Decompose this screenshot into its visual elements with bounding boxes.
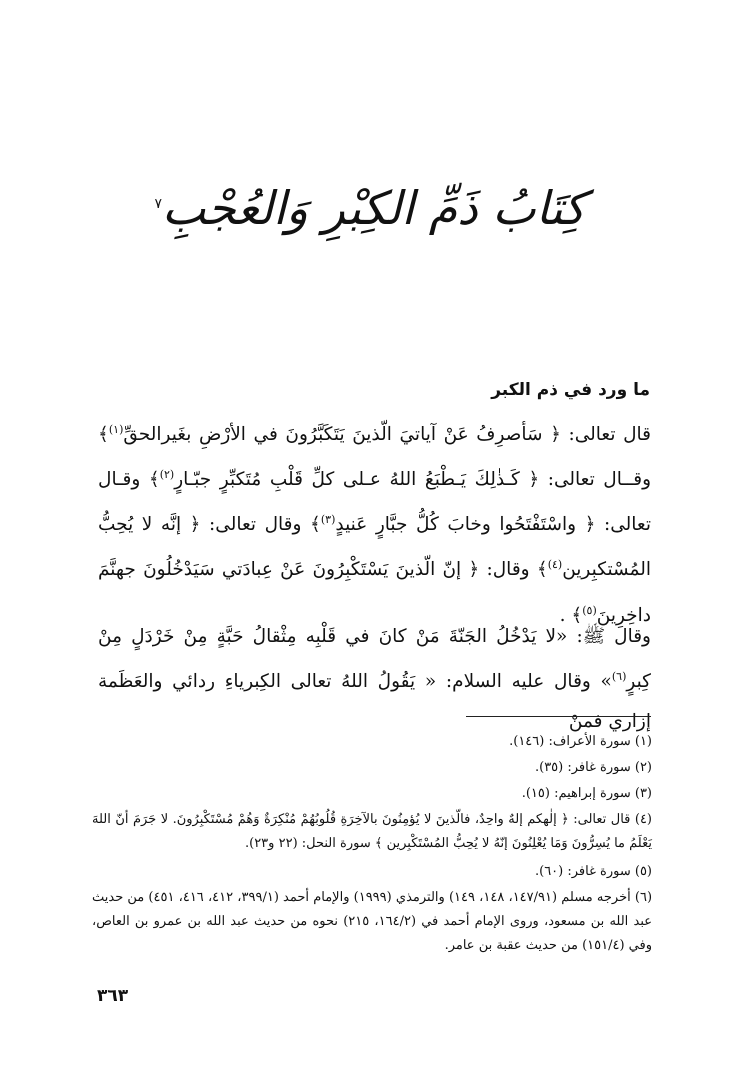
footnote-2: (٢) سورة غافر: (٣٥). xyxy=(534,760,652,775)
verse-text-1: قال تعالى: ﴿ سَأصرِفُ عَنْ آياتيَ الّذينَ يَتَكَبَّرُونَ في الأرْضِ بغَيرالحقِّ xyxy=(123,424,651,446)
footnote-6: (٦) أخرجه مسلم (١٤٧/٩١، ١٤٨، ١٤٩) والترمذي (١٩٩٩) والإمام أحمد (٣٩٩/١، ٤١٢، ٤١٦، ٤٥١) من حديث عبد الله بن مسعود، وروى الإمام أحمد في (١٦٤/٢، ٢١٥) نحوه من حديث عبد الله بن عمرو بن العاص، وفي (١٥١/٤) من حديث عقبة بن عامر. xyxy=(92,890,653,953)
hadith-text-1: وقال ﷺ: «لا يَدْخُلُ الجَنّةَ مَنْ كانَ في قَلْبِه مِثْقالُ حَبَّةٍ مِنْ خَرْدَلٍ مِنْ كِبرٍ xyxy=(98,626,651,693)
section-heading: ما ورد في ذم الكبر xyxy=(491,380,650,400)
book-title xyxy=(150,168,590,248)
footnote-divider xyxy=(466,716,651,717)
footnote-3: (٣) سورة إبراهيم: (١٥). xyxy=(521,786,652,801)
verse-text-5: ﴾ وقال: ﴿ إنّ الّذينَ يَسْتَكْبِرُونَ عَنْ عِبادَتي سَيَدْخُلُونَ جهنَّمَ داخِرِينَ xyxy=(98,559,651,626)
book-title-note-ref: ٧ xyxy=(154,196,163,212)
book-title-text: كِتَابُ ذَمِّ الكِبْرِ وَالعُجْبِ xyxy=(162,181,586,235)
page-number: ٣٦٣ xyxy=(97,986,129,1006)
footnote-5: (٥) سورة غافر: (٦٠). xyxy=(534,864,652,879)
verse-text-6: ﴾ . xyxy=(559,604,583,626)
footnote-ref-1: (١) xyxy=(108,423,124,436)
footnote-4: (٤) قال تعالى: ﴿ إلٰهكم إلهٌ واحِدٌ، فالّذينَ لا يُؤمِنُونَ بالآخِرَةِ قُلُوبُهُمْ مُنْكِرَةٌ وَهُمْ مُسْتَكْبِرُونَ. لا جَرَمَ أنّ اللهَ يَعْلَمُ ما يُسِرُّونَ وَمَا يُعْلِنُونَ إنّهُ لا يُحِبُّ المُسْتَكْبِرين ﴾ سورة النحل: (٢٢ و٢٣). xyxy=(92,812,652,851)
footnotes xyxy=(92,730,652,962)
footnote-ref-5: (٥) xyxy=(582,603,597,617)
main-paragraph-2 xyxy=(98,617,651,742)
footnote-ref-4: (٤) xyxy=(547,558,563,572)
verse-text-2: ﴾ وقــال تعالى: ﴿ كَـذٰلِكَ يَـطْبَعُ اللهُ عـلى كلِّ قَلْبِ مُتَكبِّرٍ جبّـارٍ xyxy=(98,424,651,491)
verse-text-3: ﴾ وقـال تعالى: ﴿ واسْتَفْتَحُوا وخابَ كُلُّ جبَّارٍ عَنيدٍ xyxy=(98,469,651,536)
verse-text-4: ﴾ وقال تعالى: ﴿ إنَّه لا يُحِبُّ المُسْتكبِرين xyxy=(98,514,651,581)
hadith-text-2: » وقال عليه السلام: « يَقُولُ اللهُ تعالى الكِبرياءِ ردائي والعَظَمة إزاري فمنْ xyxy=(98,671,651,733)
footnote-ref-6: (٦) xyxy=(611,670,627,683)
main-paragraph-1 xyxy=(98,410,651,636)
footnote-1: (١) سورة الأعراف: (١٤٦). xyxy=(509,734,652,749)
footnote-ref-3: (٣) xyxy=(320,513,336,527)
footnote-ref-2: (٢) xyxy=(159,468,175,482)
